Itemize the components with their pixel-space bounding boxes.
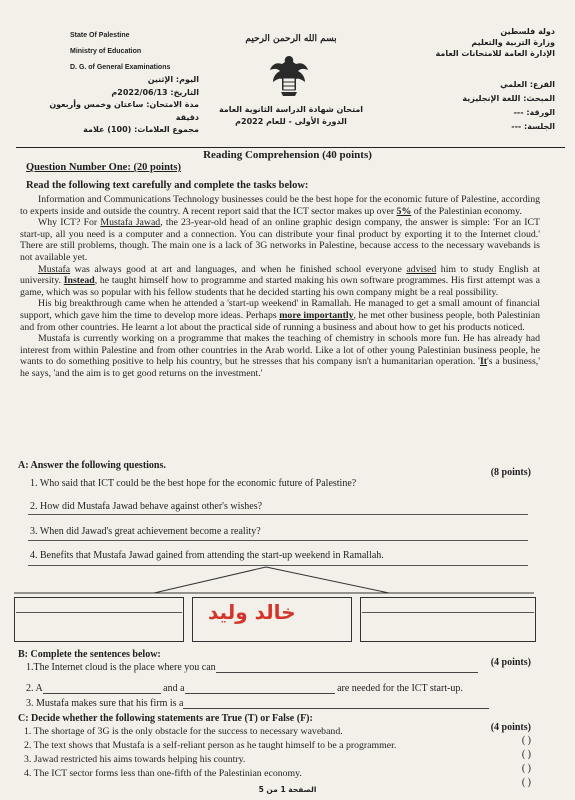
passage-paragraph — [20, 194, 540, 217]
part-c-heading: C: Decide whether the following statements are True (T) or False (F): — [18, 713, 313, 724]
blank-b3[interactable] — [183, 708, 489, 709]
eagle-emblem-icon — [268, 52, 310, 100]
question-number-label: Question Number One: — [26, 162, 131, 173]
passage-text: him to study English at university. — [20, 263, 540, 287]
header-directorate: D. G. of General Examinations — [70, 64, 171, 71]
part-a-points: (8 points) — [490, 467, 531, 478]
exam-duration: مدة الامتحان: ساعتان وخمس وأربعون دقيقة — [49, 100, 199, 122]
part-a-heading: A: Answer the following questions. — [18, 460, 166, 471]
exam-date: التاريخ: 2022/06/13م — [111, 87, 199, 97]
statement-c4: 4. The ICT sector forms less than one-fifth of the Palestinian economy. — [24, 768, 302, 779]
sentence-b2-text-b: and a — [163, 683, 185, 694]
header-state-ar: دولة فلسطين — [500, 27, 555, 36]
answer-paren-c1[interactable]: ( ) — [521, 735, 531, 746]
exam-title — [206, 104, 376, 128]
blank-b2-b[interactable] — [185, 693, 335, 694]
sentence-b3-text: 3. Mustafa makes sure that his firm is a — [26, 698, 184, 709]
bismillah: بسم الله الرحمن الرحيم — [245, 34, 337, 44]
answer-paren-c3[interactable]: ( ) — [521, 763, 531, 774]
exam-day: اليوم: الإثنين — [147, 75, 199, 84]
passage-text: , he met other business people, both Palestinian and from other countries. He learnt a lot about the practical side of running a business and about how to get his products noticed. — [20, 309, 540, 333]
passage-text: Information and Communications Technology businesses could be the best hope for the economic future of Palestine, according to experts inside and outside the country. A recent report said that the ICT sector makes up over — [20, 194, 540, 217]
passage-highlight-instead: Instead — [63, 275, 95, 287]
benefit-line — [16, 612, 182, 613]
answer-paren-c4[interactable]: ( ) — [521, 777, 531, 788]
answer-line-a1[interactable] — [28, 514, 528, 515]
question-number-points: (20 points) — [130, 162, 181, 173]
passage-highlight-more-importantly: more importantly — [279, 309, 354, 321]
reading-instruction: Read the following text carefully and complete the tasks below: — [26, 180, 309, 191]
part-b-heading: B: Complete the sentences below: — [18, 649, 161, 660]
passage-paragraph — [20, 298, 540, 333]
passage-paragraph — [20, 264, 540, 299]
diagram-branch-left — [154, 567, 266, 593]
benefit-box-1[interactable] — [14, 597, 184, 642]
passage-text: of the Palestinian economy. — [411, 205, 522, 217]
exam-meta-right — [445, 78, 555, 134]
part-b-points: (4 points) — [490, 657, 531, 668]
header-ministry-ar: وزارة التربية والتعليم — [471, 38, 555, 47]
statement-c2: 2. The text shows that Mustafa is a self-reliant person as he taught himself to be a programmer. — [24, 740, 397, 751]
exam-meta-left — [24, 74, 199, 137]
question-a1: 1. Who said that ICT could be the best hope for the economic future of Palestine? — [30, 478, 357, 489]
header-state: State Of Palestine — [70, 32, 130, 39]
answer-line-a2[interactable] — [28, 540, 528, 541]
sentence-b1-text: 1.The Internet cloud is the place where you can — [26, 662, 216, 673]
passage-paragraph — [20, 217, 540, 263]
passage-text: , the 23-year-old head of an online graphic design company, the answer is simple: 'For an ICT start-up, all you need is a computer and a connection. You can distribute your final product by exporting it to the Internet cloud.' There are still problems, though. The main one is a lack of 3G networks in Palestine, because access to the necessary wavebands is not available yet. — [20, 217, 540, 263]
part-c-points: (4 points) — [490, 722, 531, 733]
benefit-box-3[interactable] — [360, 597, 536, 642]
diagram-branch-right — [266, 567, 389, 593]
answer-paren-c2[interactable]: ( ) — [521, 749, 531, 760]
question-number-heading — [26, 162, 181, 173]
exam-title-line-2: الدورة الأولى - للعام 2022م — [235, 117, 347, 126]
question-a3: 3. When did Jawad's great achievement become a reality? — [30, 526, 261, 537]
passage-highlight-name: Mustafa — [38, 263, 71, 275]
exam-title-line-1: امتحان شهادة الدراسة الثانوية العامة — [218, 105, 364, 114]
exam-total-marks: مجموع العلامات: (100) علامة — [83, 125, 199, 134]
sentence-b2 — [26, 683, 546, 694]
passage-highlight-name: Mustafa Jawad — [100, 217, 161, 229]
passage-highlight-percent: 5% — [396, 205, 412, 217]
benefit-line — [362, 612, 534, 613]
sentence-b2-text-c: are needed for the ICT start-up. — [337, 683, 463, 694]
passage-text: 's a business,' he says, 'and the aim is to get good returns on the investment.' — [20, 356, 540, 379]
passage-highlight-advised: advised — [406, 263, 437, 275]
passage-text: His big breakthrough came when he attended a 'start-up weekend' in Ramallah. He managed to get a small amount of financial support, which gave him the time to develop more ideas. Perhaps — [20, 298, 540, 321]
passage-text: Mustafa is currently working on a programme that makes the teaching of chemistry in schools more fun. He has already had interest from within Palestine and from other countries in the Arab world. Like a lot of other young Palestinian business people, he wants to do something positive to help his country, but he stresses that his company isn't a humanitarian operation. ' — [20, 333, 540, 368]
sentence-b2-text-a: 2. A — [26, 683, 43, 694]
passage-text: was always good at art and languages, and when he finished school everyone — [70, 263, 407, 275]
handwritten-signature: خالد وليد — [208, 600, 296, 624]
sentence-b3 — [26, 698, 489, 709]
page-number: الصفحة 1 من 5 — [258, 785, 317, 794]
section-title: Reading Comprehension (40 points) — [203, 149, 372, 161]
blank-b2-a[interactable] — [43, 693, 161, 694]
header-ministry: Ministry of Education — [70, 48, 142, 55]
reading-passage — [20, 194, 540, 380]
passage-highlight-it: It — [479, 356, 488, 368]
passage-text: Why ICT? For — [38, 217, 101, 229]
header-english-block — [70, 28, 230, 76]
sentence-b1 — [26, 662, 478, 673]
question-a4: 4. Benefits that Mustafa Jawad gained from attending the start-up weekend in Ramallah. — [30, 550, 384, 561]
question-a2: 2. How did Mustafa Jawad behave against other's wishes? — [30, 501, 263, 512]
passage-paragraph — [20, 333, 540, 379]
header-directorate-ar: الإدارة العامة للامتحانات العامة — [435, 49, 555, 58]
header-arabic-block — [395, 26, 555, 59]
exam-paper: الورقة: --- — [513, 108, 555, 117]
blank-b1[interactable] — [216, 672, 478, 673]
exam-subject: المبحث: اللغة الإنجليزية — [462, 94, 555, 103]
statement-c3: 3. Jawad restricted his aims towards helping his country. — [24, 754, 246, 765]
exam-branch: الفرع: العلمي — [500, 80, 555, 89]
statement-c1: 1. The shortage of 3G is the only obstacle for the success to necessary waveband. — [24, 726, 343, 737]
exam-session: الجلسة: --- — [511, 122, 555, 131]
header-divider — [16, 147, 565, 148]
passage-text: , he taught himself how to programme and started making his own software programmes. His first attempt was a game, which was so popular with his fellow students that he decided starting his own company might be a real possibility. — [20, 275, 540, 298]
